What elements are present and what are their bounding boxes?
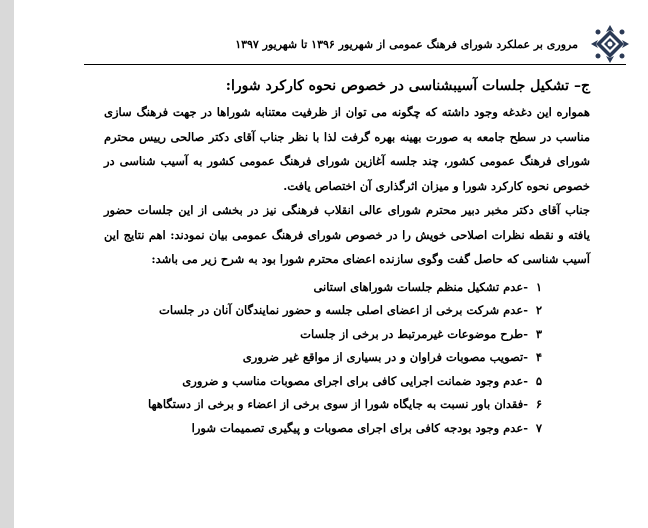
ornamental-logo-icon	[590, 24, 630, 64]
list-item-text: -عدم وجود بودجه کافی برای اجرای مصوبات و پیگیری تصمیمات شورا	[191, 420, 528, 435]
list-item-number: ۶	[535, 397, 542, 411]
document-content	[104, 78, 590, 440]
list-item-text: -فقدان باور نسبت به جایگاه شورا از سوی برخی از اعضاء و برخی از دستگاهها	[148, 397, 528, 411]
viewer-left-frame	[0, 0, 14, 528]
list-item	[104, 276, 590, 300]
header-divider	[84, 64, 626, 65]
document-page	[14, 0, 648, 528]
list-item-text: -عدم وجود ضمانت اجرایی کافی برای اجرای مصوبات مناسب و ضروری	[182, 373, 528, 388]
paragraph-intro: همواره این دغدغه وجود داشته که چگونه می توان از ظرفیت معتنابه شوراها در جهت فرهنگ سازی مناسب در سطح جامعه به صورت بهینه بهره گرفت لذا با نظر جناب آقای دکتر صالحی رییس محترم شورای فرهنگ عمومی کشور، چند جلسه آغازین شورای فرهنگ عمومی کشور به آسیب شناسی در خصوص نحوه کارکرد شورا و میزان اثرگذاری آن اختصاص یافت.	[104, 105, 590, 193]
list-item-number: ۲	[535, 303, 542, 317]
list-item-number: ۴	[535, 350, 542, 364]
issues-list	[104, 276, 590, 441]
list-item-number: ۳	[535, 326, 542, 341]
list-item	[104, 346, 590, 370]
list-item-number: ۷	[535, 420, 542, 435]
list-item	[104, 417, 590, 441]
list-item-text: -عدم تشکیل منظم جلسات شوراهای استانی	[313, 279, 528, 294]
header-title: مروری بر عملکرد شورای فرهنگ عمومی از شهریور ۱۳۹۶ تا شهریور ۱۳۹۷	[235, 38, 578, 51]
list-item-number: ۱	[535, 279, 542, 294]
list-item	[104, 299, 590, 323]
list-item	[104, 323, 590, 347]
paragraph-results: جناب آقای دکتر مخبر دبیر محترم شورای عالی انقلاب فرهنگی نیز در بخشی از این جلسات حضور یافته و نقطه نظرات اصلاحی خویش را در خصوص شورای فرهنگ عمومی بیان نمودند: اهم نتایج این آسیب شناسی که حاصل گفت وگوی سازنده اعضای محترم شورا بود به شرح زیر می باشد:	[104, 203, 590, 266]
list-item-number: ۵	[535, 373, 542, 388]
list-item-text: -عدم شرکت برخی از اعضای اصلی جلسه و حضور نمایندگان آنان در جلسات	[159, 303, 528, 317]
section-heading: ج– تشکیل جلسات آسیبشناسی در خصوص نحوه کارکرد شورا:	[225, 78, 590, 94]
list-item	[104, 393, 590, 417]
list-item-text: -تصویب مصوبات فراوان و در بسیاری از مواقع غیر ضروری	[242, 350, 528, 364]
list-item-text: -طرح موضوعات غیرمرتبط در برخی از جلسات	[300, 326, 528, 341]
page-header	[82, 16, 630, 60]
list-item	[104, 370, 590, 394]
